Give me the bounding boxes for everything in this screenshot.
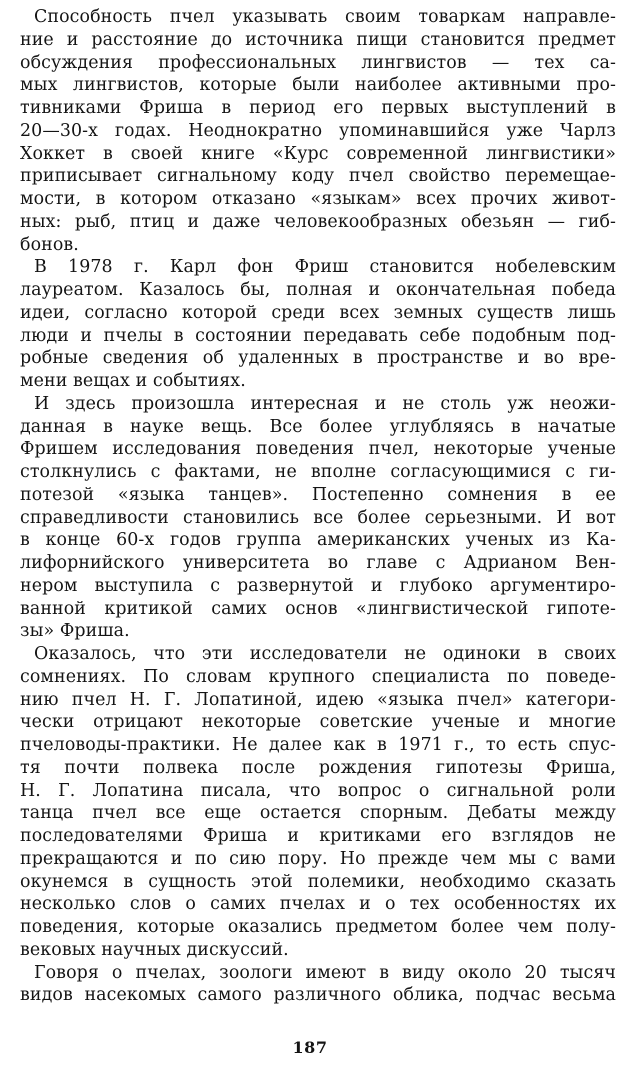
text-line: приписывает сигнальному коду пчел свойство перемещае- [20, 166, 616, 187]
text-line: тивниками Фриша в период его первых выступлений в [20, 98, 616, 118]
text-line: мости, в котором отказано «языкам» всех прочих живот- [20, 189, 616, 209]
text-line: справедливости становились все более серьезными. И вот [20, 507, 616, 528]
text-line: лифорнийского университета во главе с Адрианом Вен- [20, 553, 616, 573]
text-line: лауреатом. Казалось бы, полная и окончательная победа [20, 280, 616, 300]
text-line: сомнениях. По словам крупного специалиста по поведе- [20, 666, 616, 687]
text-line: 20—30-х годах. Неоднократно упоминавшийся уже Чарлз [20, 120, 616, 141]
text-line: видов насекомых самого различного облика, подчас весьма [20, 985, 616, 1006]
text-line: обсуждения профессиональных лингвистов — тех са- [20, 52, 616, 73]
text-line: ние и расстояние до источника пищи становится предмет [20, 29, 616, 50]
text-line: ванной критикой самих основ «лингвистической гипоте- [20, 598, 616, 619]
text-line: пчеловоды-практики. Не далее как в 1971 г., то есть спус- [20, 735, 616, 755]
text-line: танца пчел все еще остается спорным. Дебаты между [20, 803, 616, 824]
text-line: мени вещах и событиях. [20, 371, 246, 391]
text-line: ных: рыб, птиц и даже человекообразных обезьян — гиб- [20, 211, 616, 232]
text-line: в конце 60-х годов группа американских ученых из Ка- [20, 530, 616, 551]
text-line: Н. Г. Лопатина писала, что вопрос о сигнальной роли [20, 780, 616, 801]
text-line: прекращаются и по сию пору. Но прежде чем мы с вами [20, 848, 616, 869]
text-line: люди и пчелы в состоянии передавать себе подобным под- [20, 325, 616, 346]
text-line: В 1978 г. Карл фон Фриш становится нобелевским [34, 257, 616, 278]
text-line: последователями Фриша и критиками его взглядов не [20, 826, 616, 846]
text-line: поведения, которые оказались предметом более чем полу- [20, 917, 616, 937]
text-line: Способность пчел указывать своим товаркам направле- [34, 7, 616, 27]
text-line: нером выступила с развернутой и глубоко аргументиро- [20, 575, 616, 596]
body-text [20, 6, 616, 1007]
text-line: Говоря о пчелах, зоологи имеют в виду около 20 тысяч [34, 962, 616, 983]
text-line: тя почти полвека после рождения гипотезы Фриша, [20, 757, 616, 778]
text-line: данная в науке вещь. Все более углубляясь в начатые [20, 416, 616, 437]
text-line: мых лингвистов, которые были наиболее активными про- [20, 75, 616, 96]
text-line: зы» Фриша. [20, 621, 130, 642]
text-line: столкнулись с фактами, не вполне согласующимися с ги- [20, 462, 616, 482]
text-line: потезой «языка танцев». Постепенно сомнения в ее [20, 484, 616, 505]
text-line: Фришем исследования поведения пчел, некоторые ученые [20, 439, 616, 460]
text-line: Оказалось, что эти исследователи не одиноки в своих [34, 644, 616, 664]
page-number: 187 [292, 1038, 328, 1057]
text-line: И здесь произошла интересная и не столь уж неожи- [34, 393, 616, 414]
text-line: идеи, согласно которой среди всех земных существ лишь [20, 302, 616, 323]
text-line: робные сведения об удаленных в пространстве и во вре- [20, 348, 616, 369]
text-line: нию пчел Н. Г. Лопатиной, идею «языка пчел» категори- [20, 689, 616, 710]
text-line: Хоккет в своей книге «Курс современной лингвистики» [20, 143, 616, 164]
text-line: чески отрицают некоторые советские ученые и многие [20, 712, 616, 733]
text-line: бонов. [20, 234, 79, 255]
text-line: окунемся в сущность этой полемики, необходимо сказать [20, 871, 616, 892]
text-line: несколько слов о самих пчелах и о тех особенностях их [20, 894, 616, 915]
text-line: вековых научных дискуссий. [20, 939, 289, 960]
